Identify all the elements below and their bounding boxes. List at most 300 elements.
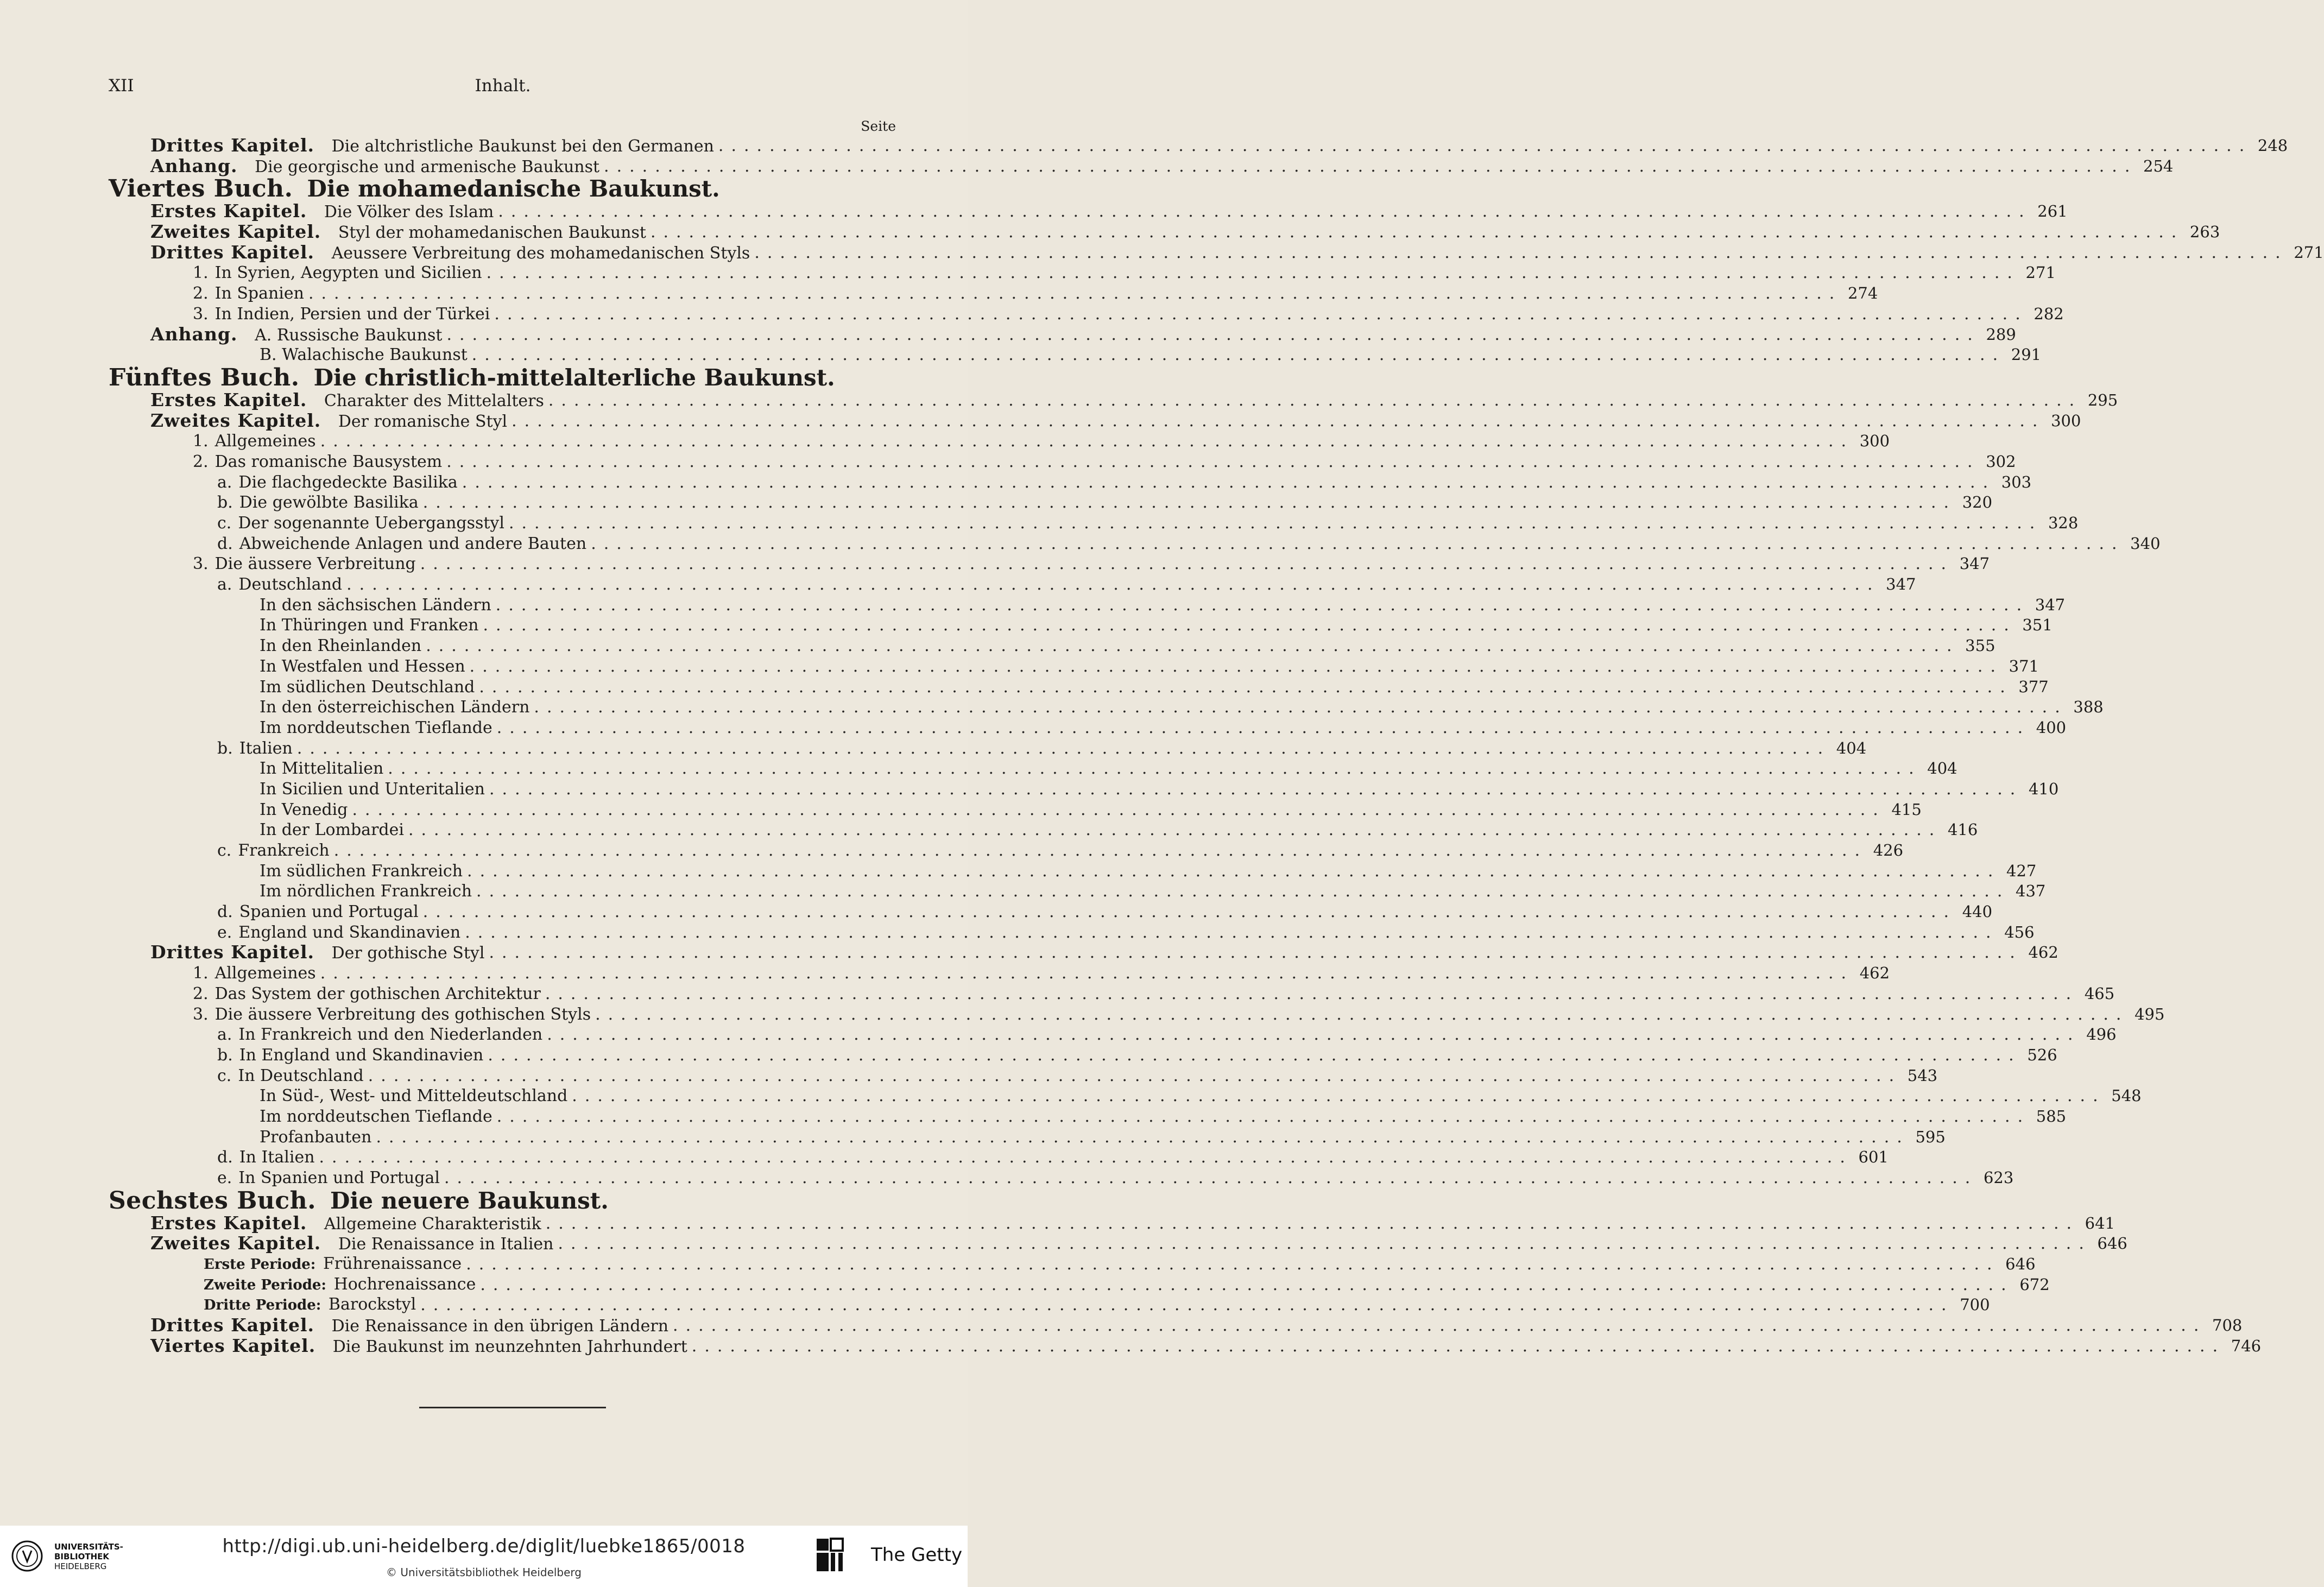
toc-entry	[109, 1066, 1938, 1086]
toc-entry	[109, 615, 2053, 636]
leader-dots: ........................................................................................................................	[498, 202, 2032, 222]
leader-dots: ........................................................................................................................	[718, 136, 2252, 155]
leader-dots: ........................................................................................................................	[496, 718, 2031, 737]
closing-rule	[419, 1407, 606, 1408]
toc-entry	[109, 881, 2046, 902]
leader-dots: ........................................................................................................................	[320, 964, 1854, 983]
entry-title: A. Russische Baukunst	[255, 325, 443, 345]
entry-title: Aeussere Verbreitung des mohamedanischen Styls	[331, 243, 750, 263]
seite-column-label: Seite	[861, 118, 896, 134]
leader-dots: ........................................................................................................................	[483, 616, 2017, 635]
toc-entry	[109, 718, 2067, 738]
entry-number: 1.	[193, 263, 209, 283]
toc-entry	[109, 963, 1890, 984]
entry-number: 3.	[193, 1004, 209, 1024]
entry-title: Allgemeines	[214, 964, 316, 983]
book-title: Die mohamedanische Baukunst.	[307, 175, 720, 203]
leader-dots: ........................................................................................................................	[408, 820, 1942, 840]
entry-title: Deutschland	[238, 575, 343, 595]
leader-dots: ........................................................................................................................	[545, 1213, 2080, 1233]
toc-entry	[109, 323, 2016, 345]
period-label: Dritte Periode:	[204, 1297, 321, 1314]
entry-title-group	[150, 242, 750, 264]
leader-dots: ........................................................................................................................	[466, 1255, 2000, 1274]
leader-dots: ........................................................................................................................	[511, 411, 2045, 431]
entry-title: Im südlichen Deutschland	[260, 677, 475, 697]
entry-page-number: 462	[2028, 943, 2058, 962]
toc-entry	[109, 984, 2115, 1004]
entry-page-number: 495	[2134, 1004, 2165, 1023]
toc-entry	[109, 738, 1867, 759]
entry-page-number: 646	[2097, 1234, 2127, 1253]
toc-entry	[109, 1212, 2115, 1234]
leader-dots: ........................................................................................................................	[591, 534, 2125, 553]
toc-entry	[109, 1314, 2243, 1336]
library-name-line3: HEIDELBERG	[54, 1561, 107, 1571]
toc-entry	[109, 409, 2081, 432]
entry-page-number: 291	[2011, 345, 2042, 364]
entry-title-group	[217, 472, 458, 493]
entry-page-number: 595	[1915, 1127, 1946, 1146]
entry-title: In Mittelitalien	[260, 759, 384, 779]
entry-page-number: 295	[2087, 390, 2118, 409]
entry-page-number: 672	[2019, 1275, 2050, 1294]
toc-entry	[109, 922, 2035, 943]
leader-dots: ........................................................................................................................	[494, 304, 2028, 324]
entry-title-group	[193, 431, 316, 452]
entry-title: Allgemeine Charakteristik	[324, 1214, 541, 1234]
entry-title: Barockstyl	[328, 1295, 416, 1314]
entry-page-number: 261	[2037, 202, 2068, 221]
entry-title-group	[260, 697, 529, 718]
entry-title-group	[260, 861, 463, 882]
toc-entry	[109, 1254, 2036, 1275]
entry-title: Abweichende Anlagen und andere Bauten	[239, 534, 587, 553]
leader-dots: ........................................................................................................................	[420, 554, 1954, 574]
entry-title: Die Völker des Islam	[324, 203, 494, 222]
chapter-label: Zweites Kapitel.	[150, 221, 321, 243]
entry-number: 2.	[193, 984, 209, 1003]
leader-dots: ........................................................................................................................	[476, 882, 2010, 901]
toc-entry	[109, 902, 1993, 922]
entry-title-group	[150, 1213, 541, 1235]
entry-title-group	[260, 1107, 492, 1127]
entry-title: In England und Skandinavien	[239, 1045, 484, 1065]
entry-number: b.	[217, 1045, 233, 1065]
entry-title-group	[193, 263, 482, 283]
entry-title-group	[217, 738, 293, 759]
entry-page-number: 355	[1965, 636, 1995, 655]
toc-entry	[109, 941, 2058, 963]
entry-page-number: 641	[2085, 1213, 2115, 1232]
entry-title: Die flachgedeckte Basilika	[238, 472, 458, 492]
getty-logo-icon	[814, 1537, 852, 1575]
entry-title: Der gothische Styl	[331, 944, 485, 963]
entry-title-group	[193, 283, 304, 304]
toc-entry	[109, 135, 2288, 156]
toc-book-heading	[109, 1188, 897, 1213]
leader-dots: ........................................................................................................................	[308, 284, 1842, 304]
toc-entry	[109, 1168, 2014, 1188]
entry-title: Die Renaissance in Italien	[338, 1235, 554, 1254]
entry-number: c.	[217, 1066, 232, 1085]
leader-dots: ........................................................................................................................	[754, 243, 2288, 262]
period-label: Zweite Periode:	[204, 1276, 327, 1293]
entry-number: a.	[217, 472, 232, 492]
book-title: Die christlich-mittelalterliche Baukunst.	[313, 364, 835, 391]
toc-entry	[109, 697, 2104, 718]
entry-page-number: 340	[2130, 534, 2161, 553]
toc-entry	[109, 155, 2174, 177]
toc-entry	[109, 554, 1990, 574]
entry-number: 3.	[193, 304, 209, 324]
leader-dots: ........................................................................................................................	[534, 698, 2068, 717]
entry-page-number: 248	[2257, 136, 2288, 155]
toc-entry	[109, 800, 1922, 820]
entry-number: d.	[217, 534, 233, 553]
entry-title: Die altchristliche Baukunst bei den Germanen	[331, 137, 714, 156]
leader-dots: ........................................................................................................................	[467, 861, 2001, 881]
toc-entry	[109, 513, 2079, 534]
leader-dots: ........................................................................................................................	[489, 943, 2023, 963]
toc-entry	[109, 304, 2064, 325]
toc-entry	[109, 1295, 1990, 1316]
entry-page-number: 263	[2189, 223, 2220, 242]
leader-dots: ........................................................................................................................	[420, 1295, 1954, 1315]
entry-number: a.	[217, 575, 232, 595]
entry-page-number: 303	[2001, 472, 2032, 491]
book-label: Viertes Buch.	[109, 175, 293, 203]
entry-number: e.	[217, 922, 232, 942]
entry-page-number: 601	[1858, 1148, 1889, 1167]
toc-entry	[109, 241, 2324, 263]
entry-title: Spanien und Portugal	[239, 902, 419, 922]
entry-title: Charakter des Mittelalters	[324, 391, 544, 410]
leader-dots: ........................................................................................................................	[333, 841, 1868, 860]
period-label: Erste Periode:	[204, 1256, 316, 1273]
leader-dots: ........................................................................................................................	[444, 1168, 1978, 1187]
toc-entry	[109, 534, 2161, 554]
entry-title: Im nördlichen Frankreich	[260, 882, 472, 901]
entry-title: Profanbauten	[260, 1127, 372, 1147]
entry-page-number: 302	[1986, 452, 2016, 471]
entry-title-group	[260, 820, 404, 840]
entry-page-number: 623	[1983, 1168, 2014, 1187]
toc-entry	[109, 861, 2037, 882]
chapter-label: Erstes Kapitel.	[150, 389, 307, 410]
entry-page-number: 300	[2051, 411, 2081, 430]
entry-title-group	[150, 1315, 668, 1337]
entry-page-number: 456	[2004, 922, 2035, 941]
entry-title-group	[260, 595, 491, 616]
entry-page-number: 708	[2212, 1316, 2243, 1335]
toc-entry	[109, 1086, 2142, 1107]
entry-page-number: 282	[2033, 304, 2064, 323]
leader-dots: ........................................................................................................................	[558, 1234, 2092, 1254]
entry-title-group	[150, 942, 484, 964]
leader-dots: ........................................................................................................................	[480, 1275, 2014, 1294]
entry-page-number: 274	[1847, 284, 1878, 303]
entry-number: b.	[217, 738, 233, 758]
entry-page-number: 388	[2073, 698, 2104, 717]
entry-page-number: 254	[2143, 156, 2174, 175]
entry-number: d.	[217, 1148, 233, 1167]
toc-entry	[109, 820, 1978, 840]
toc-entry	[109, 1107, 2067, 1127]
entry-title-group	[193, 984, 541, 1004]
entry-page-number: 416	[1947, 820, 1978, 839]
table-of-contents	[109, 117, 2324, 1357]
leader-dots: ........................................................................................................................	[320, 432, 1854, 451]
leader-dots: ........................................................................................................................	[388, 759, 1922, 779]
leader-dots: ........................................................................................................................	[488, 1045, 2022, 1065]
entry-title: In Italien	[239, 1148, 315, 1167]
entry-title: Die georgische und armenische Baukunst	[255, 157, 600, 176]
entry-page-number: 377	[2018, 677, 2049, 696]
leader-dots: ........................................................................................................................	[486, 263, 2020, 283]
entry-title-group	[150, 222, 646, 243]
toc-entry	[109, 677, 2049, 698]
toc-entry	[109, 431, 1890, 452]
entry-title: B. Walachische Baukunst	[260, 345, 468, 365]
entry-page-number: 415	[1891, 800, 1922, 819]
page-number-roman: XII	[109, 76, 134, 96]
entry-title-group	[193, 554, 416, 574]
toc-entry	[109, 263, 2056, 283]
entry-page-number: 404	[1927, 759, 1957, 778]
entry-title-group	[217, 492, 419, 513]
entry-page-number: 440	[1962, 902, 1993, 921]
chapter-label: Zweites Kapitel.	[150, 1232, 321, 1254]
chapter-label: Drittes Kapitel.	[150, 941, 315, 963]
entry-title-group	[150, 156, 599, 178]
entry-title-group	[193, 1004, 591, 1025]
entry-title: In Frankreich und den Niederlanden	[238, 1025, 543, 1045]
entry-title-group	[217, 1168, 440, 1188]
leader-dots: ........................................................................................................................	[352, 800, 1886, 819]
entry-page-number: 347	[1886, 575, 1916, 594]
entry-title: Die gewölbte Basilika	[239, 493, 419, 513]
leader-dots: ........................................................................................................................	[422, 902, 1957, 922]
entry-title-group	[217, 574, 342, 595]
entry-page-number: 465	[2084, 984, 2115, 1003]
leader-dots: ........................................................................................................................	[548, 390, 2082, 410]
entry-title: In Spanien und Portugal	[238, 1168, 440, 1187]
toc-entry	[109, 574, 1916, 595]
entry-page-number: 271	[2025, 263, 2056, 282]
leader-dots: ........................................................................................................................	[572, 1086, 2106, 1106]
entry-title: Allgemeines	[214, 432, 316, 451]
toc-entry	[109, 200, 2068, 222]
entry-title-group	[217, 1025, 542, 1045]
leader-dots: ........................................................................................................................	[595, 1004, 2129, 1024]
entry-title: In Westfalen und Hessen	[260, 656, 465, 676]
entry-title: In Deutschland	[238, 1066, 364, 1085]
leader-dots: ........................................................................................................................	[368, 1066, 1902, 1085]
leader-dots: ........................................................................................................................	[673, 1316, 2207, 1336]
entry-title-group	[204, 1274, 476, 1296]
entry-page-number: 646	[2005, 1255, 2036, 1274]
entry-title: In Venedig	[260, 800, 348, 819]
book-label: Fünftes Buch.	[109, 363, 300, 391]
entry-title: England und Skandinavien	[238, 922, 461, 942]
entry-title-group	[260, 636, 421, 656]
entry-page-number: 320	[1962, 493, 1993, 512]
entry-title-group	[217, 534, 586, 554]
entry-page-number: 746	[2231, 1336, 2262, 1355]
entry-number: 2.	[193, 284, 209, 304]
entry-title-group	[193, 304, 490, 325]
entry-title-group	[260, 615, 478, 636]
leader-dots: ........................................................................................................................	[465, 922, 1999, 942]
chapter-label: Anhang.	[150, 155, 238, 176]
leader-dots: ........................................................................................................................	[296, 738, 1831, 758]
permalink[interactable]: http://digi.ub.uni-heidelberg.de/diglit/luebke1865/0018	[222, 1535, 746, 1557]
toc-entry	[109, 1045, 2057, 1066]
chapter-label: Viertes Kapitel.	[150, 1335, 316, 1356]
toc-entry	[109, 840, 1904, 861]
entry-title-group	[217, 1147, 315, 1168]
entry-title-group	[217, 922, 460, 943]
leader-dots: ........................................................................................................................	[691, 1336, 2226, 1356]
book-label: Sechstes Buch.	[109, 1186, 317, 1215]
toc-entry	[109, 221, 2220, 243]
entry-title: In Süd-, West- und Mitteldeutschland	[260, 1086, 568, 1106]
viewer-footer	[0, 1526, 968, 1587]
library-name-line1: UNIVERSITÄTS-	[54, 1542, 123, 1552]
getty-partner-name: The Getty	[871, 1544, 963, 1566]
toc-book-heading	[109, 176, 897, 201]
toc-entry	[109, 1274, 2050, 1295]
entry-title-group	[204, 1254, 462, 1275]
entry-title: Im norddeutschen Tieflande	[260, 1107, 492, 1126]
toc-entry	[109, 389, 2118, 411]
entry-page-number: 289	[1986, 325, 2016, 344]
entry-page-number: 437	[2016, 882, 2046, 901]
entry-page-number: 427	[2006, 861, 2037, 880]
entry-title-group	[260, 800, 348, 820]
entry-title-group	[260, 656, 465, 677]
entry-page-number: 347	[2035, 595, 2066, 614]
entry-title-group	[193, 452, 442, 472]
chapter-label: Anhang.	[150, 323, 238, 345]
entry-page-number: 426	[1873, 841, 1904, 859]
toc-entry	[109, 636, 1995, 656]
entry-title-group	[150, 1233, 554, 1255]
entry-title: Im südlichen Frankreich	[260, 861, 463, 881]
leader-dots: ........................................................................................................................	[495, 595, 2030, 615]
entry-title-group	[150, 390, 544, 412]
toc-entry	[109, 1025, 2117, 1045]
toc-entry	[109, 595, 2066, 616]
entry-title: Italien	[239, 738, 293, 758]
entry-title-group	[217, 513, 504, 534]
entry-number: b.	[217, 493, 233, 513]
entry-title: Der romanische Styl	[338, 412, 508, 431]
leader-dots: ........................................................................................................................	[604, 156, 2138, 176]
leader-dots: ........................................................................................................................	[545, 984, 2079, 1003]
entry-title-group	[217, 902, 419, 922]
entry-page-number: 700	[1960, 1295, 1990, 1314]
toc-book-heading	[109, 365, 897, 390]
toc-entry	[109, 779, 2059, 800]
toc-entry	[109, 1004, 2165, 1025]
chapter-label: Zweites Kapitel.	[150, 409, 321, 431]
entry-title-group	[260, 718, 492, 738]
entry-title-group	[260, 881, 472, 902]
leader-dots: ........................................................................................................................	[422, 493, 1957, 513]
entry-number: d.	[217, 902, 233, 922]
entry-page-number: 585	[2036, 1107, 2067, 1126]
entry-title-group	[217, 1066, 364, 1086]
leader-dots: ........................................................................................................................	[471, 345, 2006, 365]
toc-entry	[109, 1127, 1946, 1148]
entry-title: Die Baukunst im neunzehnten Jahrhundert	[332, 1337, 687, 1356]
chapter-label: Drittes Kapitel.	[150, 1314, 315, 1336]
entry-title: Die äussere Verbreitung	[214, 554, 416, 574]
entry-title-group	[260, 758, 383, 779]
chapter-label: Erstes Kapitel.	[150, 200, 307, 222]
entry-title: Im norddeutschen Tieflande	[260, 718, 492, 737]
entry-title-group	[150, 135, 714, 157]
entry-number: 1.	[193, 964, 209, 983]
entry-title-group	[217, 1045, 483, 1066]
entry-title: Das romanische Bausystem	[214, 452, 443, 471]
toc-entry	[109, 345, 2042, 365]
library-name-line2: BIBLIOTHEK	[54, 1552, 109, 1561]
running-title: Inhalt.	[475, 76, 531, 96]
entry-title: In den Rheinlanden	[260, 636, 422, 656]
leader-dots: ........................................................................................................................	[426, 636, 1960, 656]
entry-title: Der sogenannte Uebergangsstyl	[238, 514, 504, 533]
entry-title: In Spanien	[214, 284, 304, 304]
entry-title: In Sicilien und Unteritalien	[260, 779, 485, 799]
entry-title: Frührenaissance	[323, 1254, 462, 1274]
leader-dots: ........................................................................................................................	[462, 472, 1996, 492]
leader-dots: ........................................................................................................................	[479, 677, 2013, 697]
toc-entry	[109, 492, 1993, 513]
toc-entry	[109, 758, 1957, 779]
entry-page-number: 543	[1907, 1066, 1938, 1085]
book-title: Die neuere Baukunst.	[330, 1187, 609, 1214]
entry-number: a.	[217, 1025, 232, 1045]
entry-title: In den österreichischen Ländern	[260, 698, 530, 717]
entry-number: 2.	[193, 452, 209, 471]
entry-title-group	[260, 1086, 567, 1107]
page-header	[109, 76, 897, 103]
entry-title-group	[260, 677, 475, 698]
entry-number: c.	[217, 514, 232, 533]
toc-entry	[109, 472, 2032, 493]
entry-title-group	[260, 779, 485, 800]
toc-entry	[109, 1232, 2127, 1254]
toc-entry	[109, 283, 1878, 304]
leader-dots: ........................................................................................................................	[650, 223, 2184, 242]
entry-title: In den sächsischen Ländern	[260, 595, 491, 615]
entry-page-number: 410	[2028, 779, 2059, 798]
entry-number: 3.	[193, 554, 209, 574]
leader-dots: ........................................................................................................................	[346, 575, 1880, 595]
entry-title-group	[150, 324, 442, 346]
chapter-label: Drittes Kapitel.	[150, 241, 315, 263]
entry-page-number: 404	[1836, 738, 1867, 757]
entry-page-number: 300	[1859, 432, 1890, 451]
entry-title-group	[217, 840, 330, 861]
entry-title: Hochrenaissance	[333, 1274, 476, 1294]
toc-entry	[109, 1335, 2262, 1357]
leader-dots: ........................................................................................................................	[446, 452, 1980, 471]
leader-dots: ........................................................................................................................	[446, 325, 1980, 344]
